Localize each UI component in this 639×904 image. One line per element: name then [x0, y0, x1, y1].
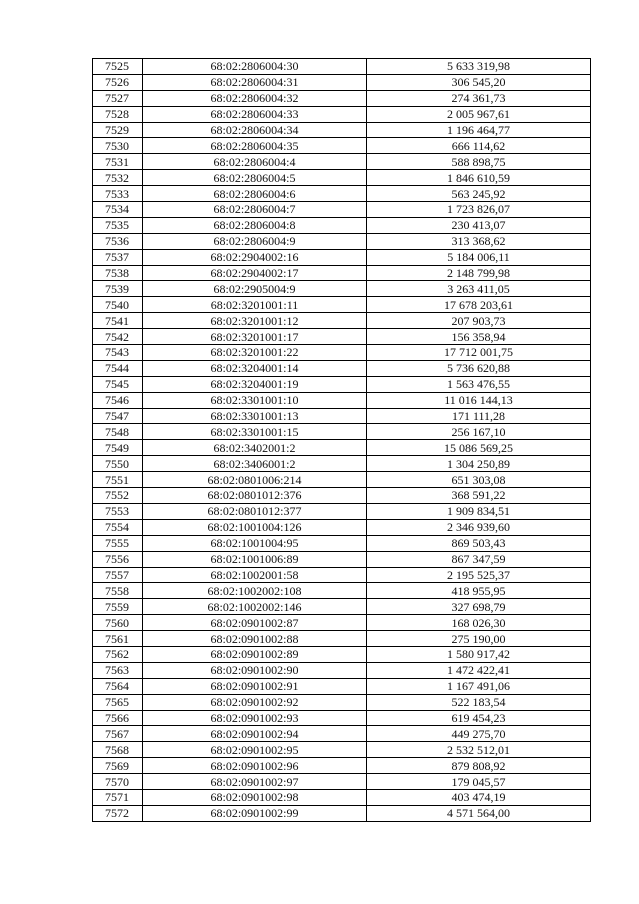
- row-number-cell: 7568: [93, 742, 143, 758]
- table-row: [93, 90, 591, 106]
- table-row: [93, 281, 591, 297]
- cadastral-value-cell: 306 545,20: [367, 74, 591, 90]
- row-number-cell: 7543: [93, 345, 143, 361]
- cadastral-value-cell: 619 454,23: [367, 710, 591, 726]
- table-row: [93, 599, 591, 615]
- table-row: [93, 503, 591, 519]
- cadastral-value-cell: 168 026,30: [367, 615, 591, 631]
- cadastral-value-cell: 449 275,70: [367, 726, 591, 742]
- row-number-cell: 7559: [93, 599, 143, 615]
- cadastral-value-cell: 17 678 203,61: [367, 297, 591, 313]
- row-number-cell: 7554: [93, 519, 143, 535]
- cadastral-number-cell: 68:02:3301001:10: [143, 392, 367, 408]
- cadastral-number-cell: 68:02:0901002:96: [143, 758, 367, 774]
- cadastral-value-cell: 522 183,54: [367, 694, 591, 710]
- cadastral-number-cell: 68:02:2806004:30: [143, 59, 367, 75]
- table-row: [93, 249, 591, 265]
- cadastral-number-cell: 68:02:3204001:19: [143, 376, 367, 392]
- cadastral-value-cell: 869 503,43: [367, 535, 591, 551]
- cadastral-number-cell: 68:02:0801006:214: [143, 472, 367, 488]
- cadastral-number-cell: 68:02:3201001:12: [143, 313, 367, 329]
- row-number-cell: 7526: [93, 74, 143, 90]
- row-number-cell: 7569: [93, 758, 143, 774]
- table-row: [93, 408, 591, 424]
- row-number-cell: 7555: [93, 535, 143, 551]
- cadastral-number-cell: 68:02:0801012:376: [143, 488, 367, 504]
- cadastral-number-cell: 68:02:0901002:87: [143, 615, 367, 631]
- row-number-cell: 7564: [93, 678, 143, 694]
- cadastral-number-cell: 68:02:0901002:89: [143, 646, 367, 662]
- cadastral-number-cell: 68:02:0901002:92: [143, 694, 367, 710]
- table-row: [93, 472, 591, 488]
- table-row: [93, 583, 591, 599]
- row-number-cell: 7532: [93, 170, 143, 186]
- cadastral-value-cell: 651 303,08: [367, 472, 591, 488]
- row-number-cell: 7541: [93, 313, 143, 329]
- cadastral-value-cell: 403 474,19: [367, 789, 591, 805]
- cadastral-value-cell: 2 532 512,01: [367, 742, 591, 758]
- table-row: [93, 694, 591, 710]
- cadastral-number-cell: 68:02:0901002:95: [143, 742, 367, 758]
- cadastral-number-cell: 68:02:0901002:98: [143, 789, 367, 805]
- table-row: [93, 154, 591, 170]
- table-row: [93, 424, 591, 440]
- row-number-cell: 7525: [93, 59, 143, 75]
- cadastral-value-cell: 1 472 422,41: [367, 662, 591, 678]
- cadastral-value-cell: 156 358,94: [367, 329, 591, 345]
- cadastral-number-cell: 68:02:2806004:4: [143, 154, 367, 170]
- cadastral-value-cell: 327 698,79: [367, 599, 591, 615]
- row-number-cell: 7572: [93, 805, 143, 821]
- table-row: [93, 313, 591, 329]
- cadastral-number-cell: 68:02:0901002:88: [143, 631, 367, 647]
- cadastral-value-cell: 1 563 476,55: [367, 376, 591, 392]
- cadastral-number-cell: 68:02:0901002:90: [143, 662, 367, 678]
- cadastral-value-cell: 1 580 917,42: [367, 646, 591, 662]
- table-row: [93, 535, 591, 551]
- cadastral-number-cell: 68:02:1002001:58: [143, 567, 367, 583]
- cadastral-value-cell: 1 167 491,06: [367, 678, 591, 694]
- cadastral-number-cell: 68:02:2806004:32: [143, 90, 367, 106]
- cadastral-number-cell: 68:02:3201001:22: [143, 345, 367, 361]
- row-number-cell: 7547: [93, 408, 143, 424]
- cadastral-value-cell: 2 148 799,98: [367, 265, 591, 281]
- cadastral-number-cell: 68:02:2904002:16: [143, 249, 367, 265]
- cadastral-number-cell: 68:02:2806004:34: [143, 122, 367, 138]
- cadastral-number-cell: 68:02:3406001:2: [143, 456, 367, 472]
- cadastral-value-cell: 1 846 610,59: [367, 170, 591, 186]
- row-number-cell: 7567: [93, 726, 143, 742]
- cadastral-value-cell: 1 723 826,07: [367, 202, 591, 218]
- table-row: [93, 440, 591, 456]
- table-row: [93, 519, 591, 535]
- cadastral-number-cell: 68:02:0901002:94: [143, 726, 367, 742]
- row-number-cell: 7560: [93, 615, 143, 631]
- row-number-cell: 7538: [93, 265, 143, 281]
- row-number-cell: 7545: [93, 376, 143, 392]
- table-row: [93, 360, 591, 376]
- table-row: [93, 710, 591, 726]
- table-row: [93, 122, 591, 138]
- row-number-cell: 7534: [93, 202, 143, 218]
- row-number-cell: 7556: [93, 551, 143, 567]
- cadastral-value-cell: 666 114,62: [367, 138, 591, 154]
- cadastral-number-cell: 68:02:0901002:99: [143, 805, 367, 821]
- row-number-cell: 7561: [93, 631, 143, 647]
- cadastral-value-cell: 563 245,92: [367, 186, 591, 202]
- table-row: [93, 138, 591, 154]
- table-row: [93, 567, 591, 583]
- row-number-cell: 7566: [93, 710, 143, 726]
- cadastral-value-cell: 171 111,28: [367, 408, 591, 424]
- cadastral-value-cell: 4 571 564,00: [367, 805, 591, 821]
- cadastral-number-cell: 68:02:0901002:93: [143, 710, 367, 726]
- cadastral-value-cell: 11 016 144,13: [367, 392, 591, 408]
- table-row: [93, 456, 591, 472]
- table-row: [93, 662, 591, 678]
- cadastral-value-cell: 230 413,07: [367, 217, 591, 233]
- row-number-cell: 7537: [93, 249, 143, 265]
- cadastral-value-cell: 5 633 319,98: [367, 59, 591, 75]
- table-row: [93, 329, 591, 345]
- row-number-cell: 7531: [93, 154, 143, 170]
- table-row: [93, 551, 591, 567]
- row-number-cell: 7536: [93, 233, 143, 249]
- row-number-cell: 7571: [93, 789, 143, 805]
- table-row: [93, 217, 591, 233]
- cadastral-number-cell: 68:02:2806004:8: [143, 217, 367, 233]
- cadastral-number-cell: 68:02:2806004:33: [143, 106, 367, 122]
- table-row: [93, 615, 591, 631]
- cadastral-number-cell: 68:02:2806004:9: [143, 233, 367, 249]
- table-row: [93, 789, 591, 805]
- row-number-cell: 7550: [93, 456, 143, 472]
- cadastral-value-cell: 3 263 411,05: [367, 281, 591, 297]
- cadastral-value-cell: 368 591,22: [367, 488, 591, 504]
- cadastral-value-cell: 274 361,73: [367, 90, 591, 106]
- row-number-cell: 7548: [93, 424, 143, 440]
- row-number-cell: 7563: [93, 662, 143, 678]
- row-number-cell: 7546: [93, 392, 143, 408]
- row-number-cell: 7552: [93, 488, 143, 504]
- cadastral-number-cell: 68:02:1002002:146: [143, 599, 367, 615]
- cadastral-number-cell: 68:02:3402001:2: [143, 440, 367, 456]
- row-number-cell: 7558: [93, 583, 143, 599]
- cadastral-number-cell: 68:02:3301001:15: [143, 424, 367, 440]
- cadastral-number-cell: 68:02:3204001:14: [143, 360, 367, 376]
- table-row: [93, 774, 591, 790]
- row-number-cell: 7557: [93, 567, 143, 583]
- cadastral-number-cell: 68:02:2806004:31: [143, 74, 367, 90]
- cadastral-value-cell: 15 086 569,25: [367, 440, 591, 456]
- cadastral-value-cell: 1 909 834,51: [367, 503, 591, 519]
- row-number-cell: 7570: [93, 774, 143, 790]
- row-number-cell: 7527: [93, 90, 143, 106]
- table-row: [93, 106, 591, 122]
- row-number-cell: 7551: [93, 472, 143, 488]
- row-number-cell: 7565: [93, 694, 143, 710]
- table-row: [93, 59, 591, 75]
- table-row: [93, 678, 591, 694]
- cadastral-value-cell: 275 190,00: [367, 631, 591, 647]
- cadastral-number-cell: 68:02:1002002:108: [143, 583, 367, 599]
- cadastral-value-cell: 179 045,57: [367, 774, 591, 790]
- cadastral-number-cell: 68:02:2806004:5: [143, 170, 367, 186]
- table-row: [93, 742, 591, 758]
- row-number-cell: 7530: [93, 138, 143, 154]
- row-number-cell: 7562: [93, 646, 143, 662]
- table-row: [93, 646, 591, 662]
- row-number-cell: 7549: [93, 440, 143, 456]
- cadastral-number-cell: 68:02:2905004:9: [143, 281, 367, 297]
- table-row: [93, 392, 591, 408]
- table-row: [93, 265, 591, 281]
- row-number-cell: 7544: [93, 360, 143, 376]
- cadastral-number-cell: 68:02:0901002:97: [143, 774, 367, 790]
- cadastral-number-cell: 68:02:0901002:91: [143, 678, 367, 694]
- cadastral-value-cell: 879 808,92: [367, 758, 591, 774]
- row-number-cell: 7528: [93, 106, 143, 122]
- row-number-cell: 7535: [93, 217, 143, 233]
- cadastral-number-cell: 68:02:3201001:17: [143, 329, 367, 345]
- cadastral-value-cell: 2 346 939,60: [367, 519, 591, 535]
- table-row: [93, 170, 591, 186]
- cadastral-value-cell: 17 712 001,75: [367, 345, 591, 361]
- table-row: [93, 488, 591, 504]
- table-row: [93, 74, 591, 90]
- cadastral-number-cell: 68:02:3301001:13: [143, 408, 367, 424]
- table-body: [93, 59, 591, 822]
- table-row: [93, 345, 591, 361]
- table-row: [93, 233, 591, 249]
- cadastral-value-cell: 1 304 250,89: [367, 456, 591, 472]
- cadastral-value-cell: 418 955,95: [367, 583, 591, 599]
- table-row: [93, 202, 591, 218]
- table-row: [93, 805, 591, 821]
- table-row: [93, 186, 591, 202]
- cadastral-value-cell: 207 903,73: [367, 313, 591, 329]
- cadastral-number-cell: 68:02:3201001:11: [143, 297, 367, 313]
- cadastral-number-cell: 68:02:1001006:89: [143, 551, 367, 567]
- table-row: [93, 758, 591, 774]
- cadastral-value-cell: 588 898,75: [367, 154, 591, 170]
- cadastral-number-cell: 68:02:2806004:6: [143, 186, 367, 202]
- table-row: [93, 376, 591, 392]
- cadastral-number-cell: 68:02:0801012:377: [143, 503, 367, 519]
- cadastral-number-cell: 68:02:2806004:7: [143, 202, 367, 218]
- row-number-cell: 7529: [93, 122, 143, 138]
- cadastral-number-cell: 68:02:1001004:95: [143, 535, 367, 551]
- table-row: [93, 726, 591, 742]
- cadastral-number-cell: 68:02:2806004:35: [143, 138, 367, 154]
- row-number-cell: 7553: [93, 503, 143, 519]
- cadastral-value-table: [92, 58, 591, 822]
- row-number-cell: 7542: [93, 329, 143, 345]
- table-row: [93, 631, 591, 647]
- row-number-cell: 7540: [93, 297, 143, 313]
- cadastral-value-cell: 2 195 525,37: [367, 567, 591, 583]
- cadastral-number-cell: 68:02:1001004:126: [143, 519, 367, 535]
- table-row: [93, 297, 591, 313]
- cadastral-value-cell: 2 005 967,61: [367, 106, 591, 122]
- row-number-cell: 7533: [93, 186, 143, 202]
- cadastral-value-cell: 867 347,59: [367, 551, 591, 567]
- row-number-cell: 7539: [93, 281, 143, 297]
- cadastral-value-cell: 5 736 620,88: [367, 360, 591, 376]
- cadastral-value-cell: 1 196 464,77: [367, 122, 591, 138]
- cadastral-value-cell: 5 184 006,11: [367, 249, 591, 265]
- cadastral-value-cell: 313 368,62: [367, 233, 591, 249]
- cadastral-value-cell: 256 167,10: [367, 424, 591, 440]
- cadastral-number-cell: 68:02:2904002:17: [143, 265, 367, 281]
